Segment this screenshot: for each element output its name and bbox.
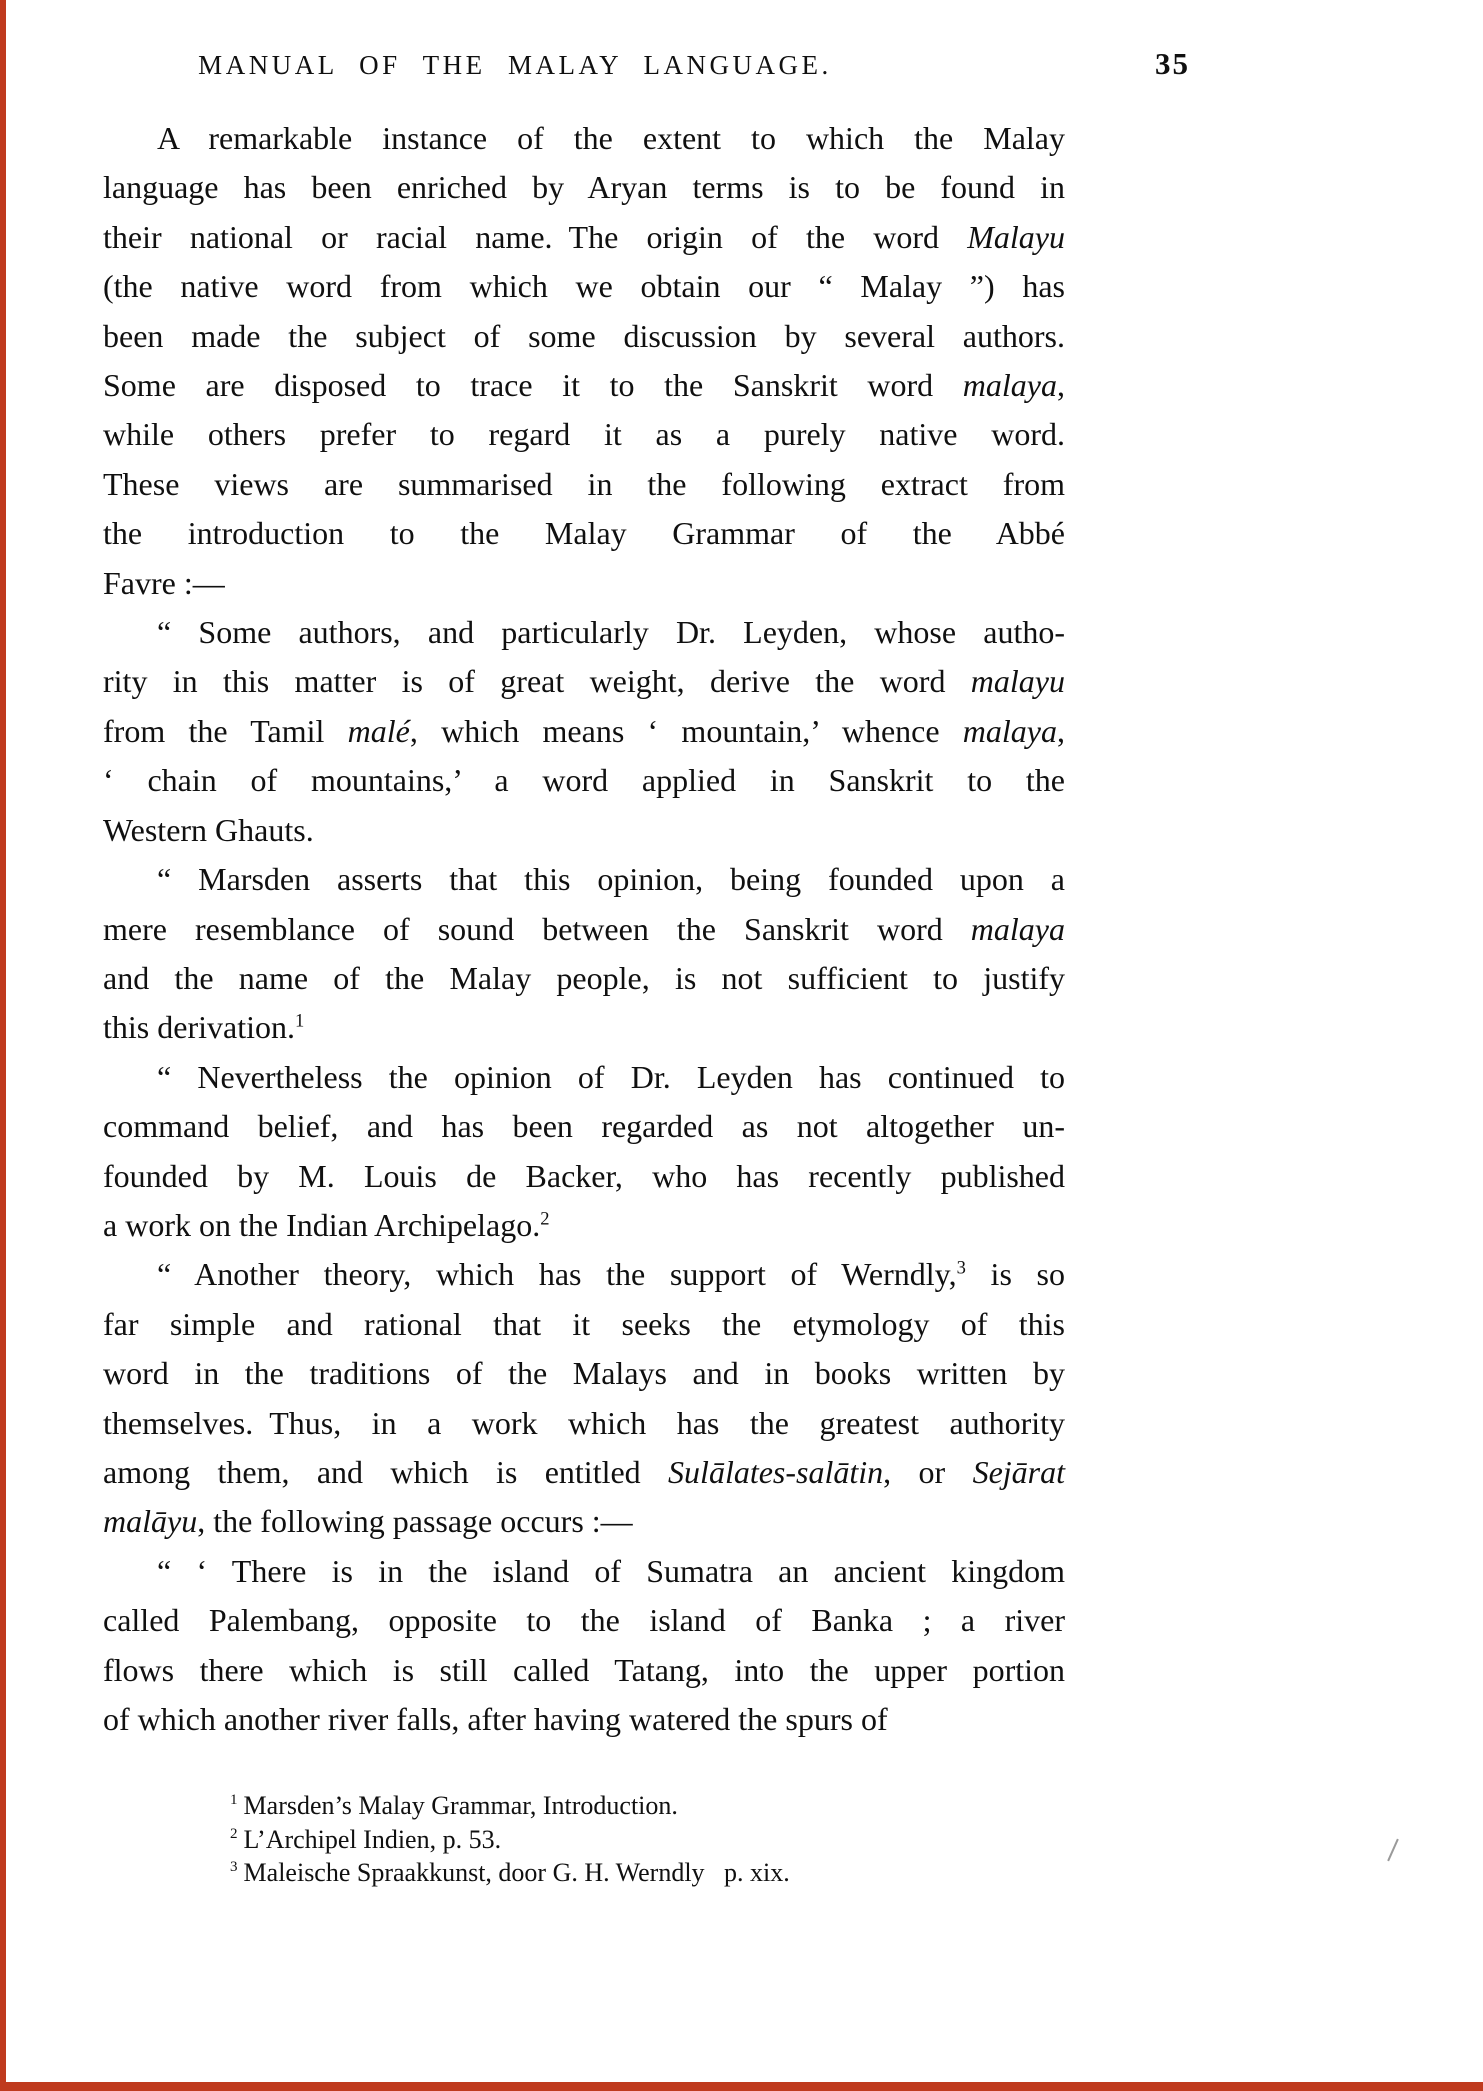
- text-line: from the Tamil malé, which means ‘ mountain,’ whence malaya,: [103, 712, 1065, 749]
- text-line: command belief, and has been regarded as not altogether un-: [103, 1108, 1065, 1145]
- text-line: “ Some authors, and particularly Dr. Leyden, whose autho-: [157, 614, 1065, 651]
- text-line: a work on the Indian Archipelago.$^2$: [103, 1206, 550, 1243]
- text-line: themselves. Thus, in a work which has the greatest authority: [103, 1404, 1065, 1441]
- text-line: been made the subject of some discussion by several authors.: [103, 317, 1065, 354]
- text-line: mere resemblance of sound between the Sanskrit word malaya: [103, 910, 1065, 947]
- paragraph: [103, 855, 1065, 1053]
- text-line: “ ‘ There is in the island of Sumatra an ancient kingdom: [157, 1552, 1065, 1589]
- footnote-marker: 1: [230, 1792, 238, 1809]
- text-line: flows there which is still called Tatang, into the upper portion: [103, 1651, 1065, 1688]
- text-line: their national or racial name. The origin of the word Malayu: [103, 218, 1065, 255]
- text-line: while others prefer to regard it as a purely native word.: [103, 416, 1065, 453]
- text-line: Western Ghauts.: [103, 811, 314, 848]
- footnote-text: Marsden’s Malay Grammar, Introduction.: [243, 1791, 678, 1820]
- text-line: among them, and which is entitled Sulālates-salātin, or Sejārat: [103, 1453, 1065, 1490]
- text-line: this derivation.$^1$: [103, 1009, 305, 1046]
- running-head: MANUAL OF THE MALAY LANGUAGE.: [198, 50, 832, 80]
- text-line: far simple and rational that it seeks the etymology of this: [103, 1305, 1065, 1342]
- paragraph: [103, 114, 1065, 608]
- scan-edge-bottom: [0, 2082, 1483, 2091]
- text-line: ‘ chain of mountains,’ a word applied in Sanskrit to the: [103, 762, 1065, 799]
- text-line: “ Another theory, which has the support of Werndly,$^3$ is so: [157, 1256, 1066, 1293]
- footnote: [230, 1789, 790, 1823]
- text-line: (the native word from which we obtain our “ Malay ”) has: [103, 268, 1065, 305]
- footnotes: [230, 1789, 790, 1890]
- footnote: [230, 1823, 790, 1857]
- text-line: founded by M. Louis de Backer, who has recently published: [103, 1157, 1065, 1194]
- scan-edge-left: [0, 0, 6, 2091]
- scan-scratch: [1387, 1839, 1399, 1862]
- footnote: [230, 1856, 790, 1890]
- text-line: word in the traditions of the Malays and in books written by: [103, 1355, 1065, 1392]
- text-line: called Palembang, opposite to the island of Banka ; a river: [103, 1602, 1065, 1639]
- text-line: language has been enriched by Aryan terms is to be found in: [103, 169, 1065, 206]
- text-line: rity in this matter is of great weight, derive the word malayu: [103, 663, 1065, 700]
- footnote-marker: 2: [230, 1825, 238, 1842]
- footnote-marker: 3: [230, 1859, 238, 1876]
- text-line: and the name of the Malay people, is not sufficient to justify: [103, 959, 1065, 996]
- paragraph: [103, 608, 1065, 855]
- text-line: Favre :—: [103, 564, 225, 601]
- text-line: “ Nevertheless the opinion of Dr. Leyden has continued to: [157, 1058, 1065, 1095]
- text-line: the introduction to the Malay Grammar of the Abbé: [103, 515, 1065, 552]
- text-line: These views are summarised in the following extract from: [103, 465, 1065, 502]
- paragraph: [103, 1053, 1065, 1251]
- text-line: “ Marsden asserts that this opinion, being founded upon a: [157, 861, 1065, 898]
- paragraph: [103, 1250, 1065, 1546]
- text-line: Some are disposed to trace it to the Sanskrit word malaya,: [103, 367, 1065, 404]
- page-body: [103, 114, 1065, 1744]
- paragraph: [103, 1547, 1065, 1745]
- page-number: 35: [1155, 46, 1190, 81]
- footnote-text: Maleische Spraakkunst, door G. H. Werndly p. xix.: [243, 1858, 790, 1887]
- text-line: A remarkable instance of the extent to which the Malay: [157, 120, 1065, 156]
- text-line: malāyu, the following passage occurs :—: [103, 1503, 633, 1540]
- text-line: of which another river falls, after having watered the spurs of: [103, 1701, 888, 1737]
- footnote-text: L’Archipel Indien, p. 53.: [243, 1824, 502, 1854]
